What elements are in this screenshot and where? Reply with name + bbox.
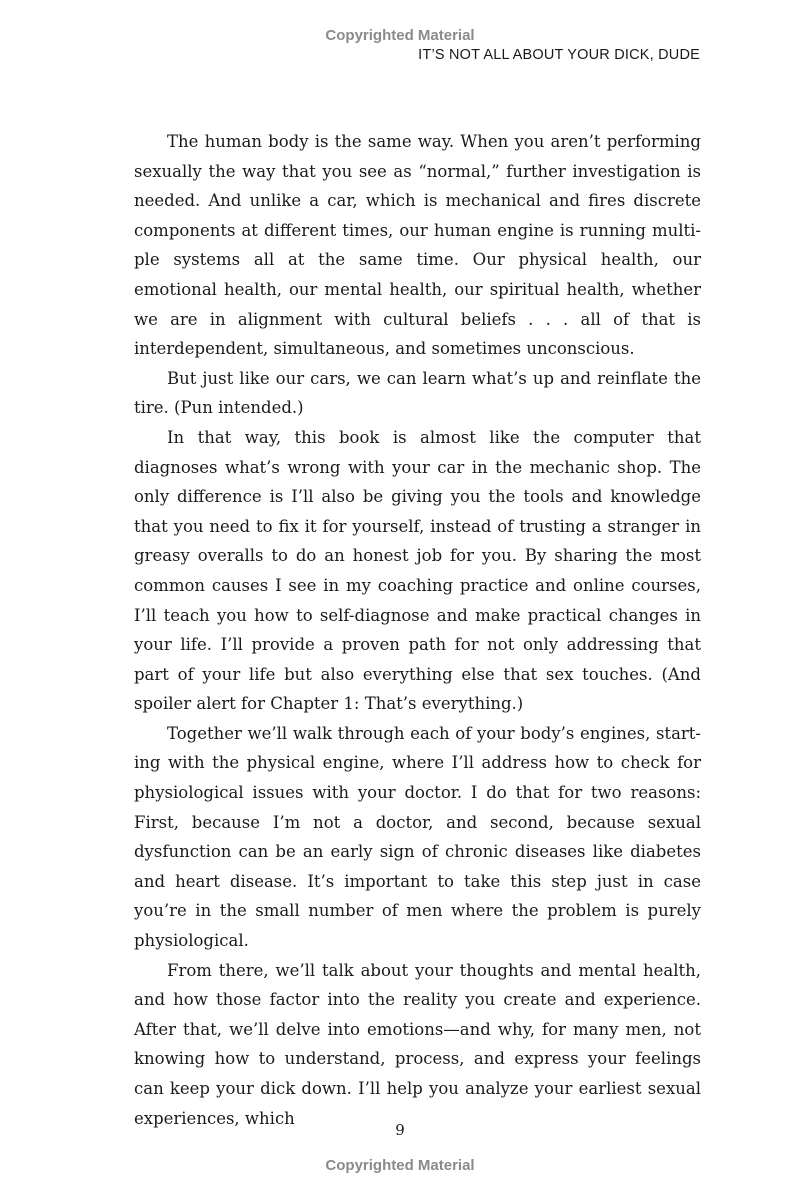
copyright-watermark-top: Copyrighted Material (325, 27, 475, 44)
running-head: IT’S NOT ALL ABOUT YOUR DICK, DUDE (418, 47, 700, 63)
body-text (134, 127, 701, 1133)
paragraph: From there, we’ll talk about your thoughts and mental health, and how those factor into the reality you create and experience. After that, we’ll delve into emotions—and why, for many men, not knowing how to understand, process, and express your feelings can keep your dick down. I’ll help you analyze your earliest sexual experiences, which (134, 960, 701, 1128)
copyright-watermark-bottom: Copyrighted Material (325, 1157, 475, 1174)
paragraph: In that way, this book is almost like the computer that diagnoses what’s wrong with your car in the mechanic shop. The only difference is I’ll also be giving you the tools and knowledge that you need to fix it for yourself, instead of trusting a stranger in greasy overalls to do an honest job for you. By sharing the most common causes I see in my coaching practice and online courses, I’ll teach you how to self-diagnose and make practical changes in your life. I’ll provide a proven path for not only addressing that part of your life but also everything else that sex touches. (And spoiler alert for Chapter 1: That’s everything.) (134, 427, 701, 714)
paragraph: The human body is the same way. When you aren’t performing sexually the way that you see as “normal,” further investigation is needed. And unlike a car, which is mechanical and fires discrete components at different times, our human engine is running multiple systems all at the same time. Our physical health, our emotional health, our mental health, our spiritual health, whether we are in alignment with cultural beliefs . . . all of that is interdependent, simultaneous, and sometimes unconscious. (134, 132, 701, 359)
paragraph: Together we’ll walk through each of your body’s engines, starting with the physical engine, where I’ll address how to check for physiological issues with your doctor. I do that for two reasons: First, because I’m not a doctor, and second, because sexual dysfunction can be an early sign of chronic diseases like diabetes and heart disease. It’s important to take this step just in case you’re in the small number of men where the problem is purely physiological. (134, 723, 701, 951)
page-number: 9 (395, 1121, 405, 1139)
paragraph: But just like our cars, we can learn what’s up and reinflate the tire. (Pun intended.) (134, 368, 701, 418)
